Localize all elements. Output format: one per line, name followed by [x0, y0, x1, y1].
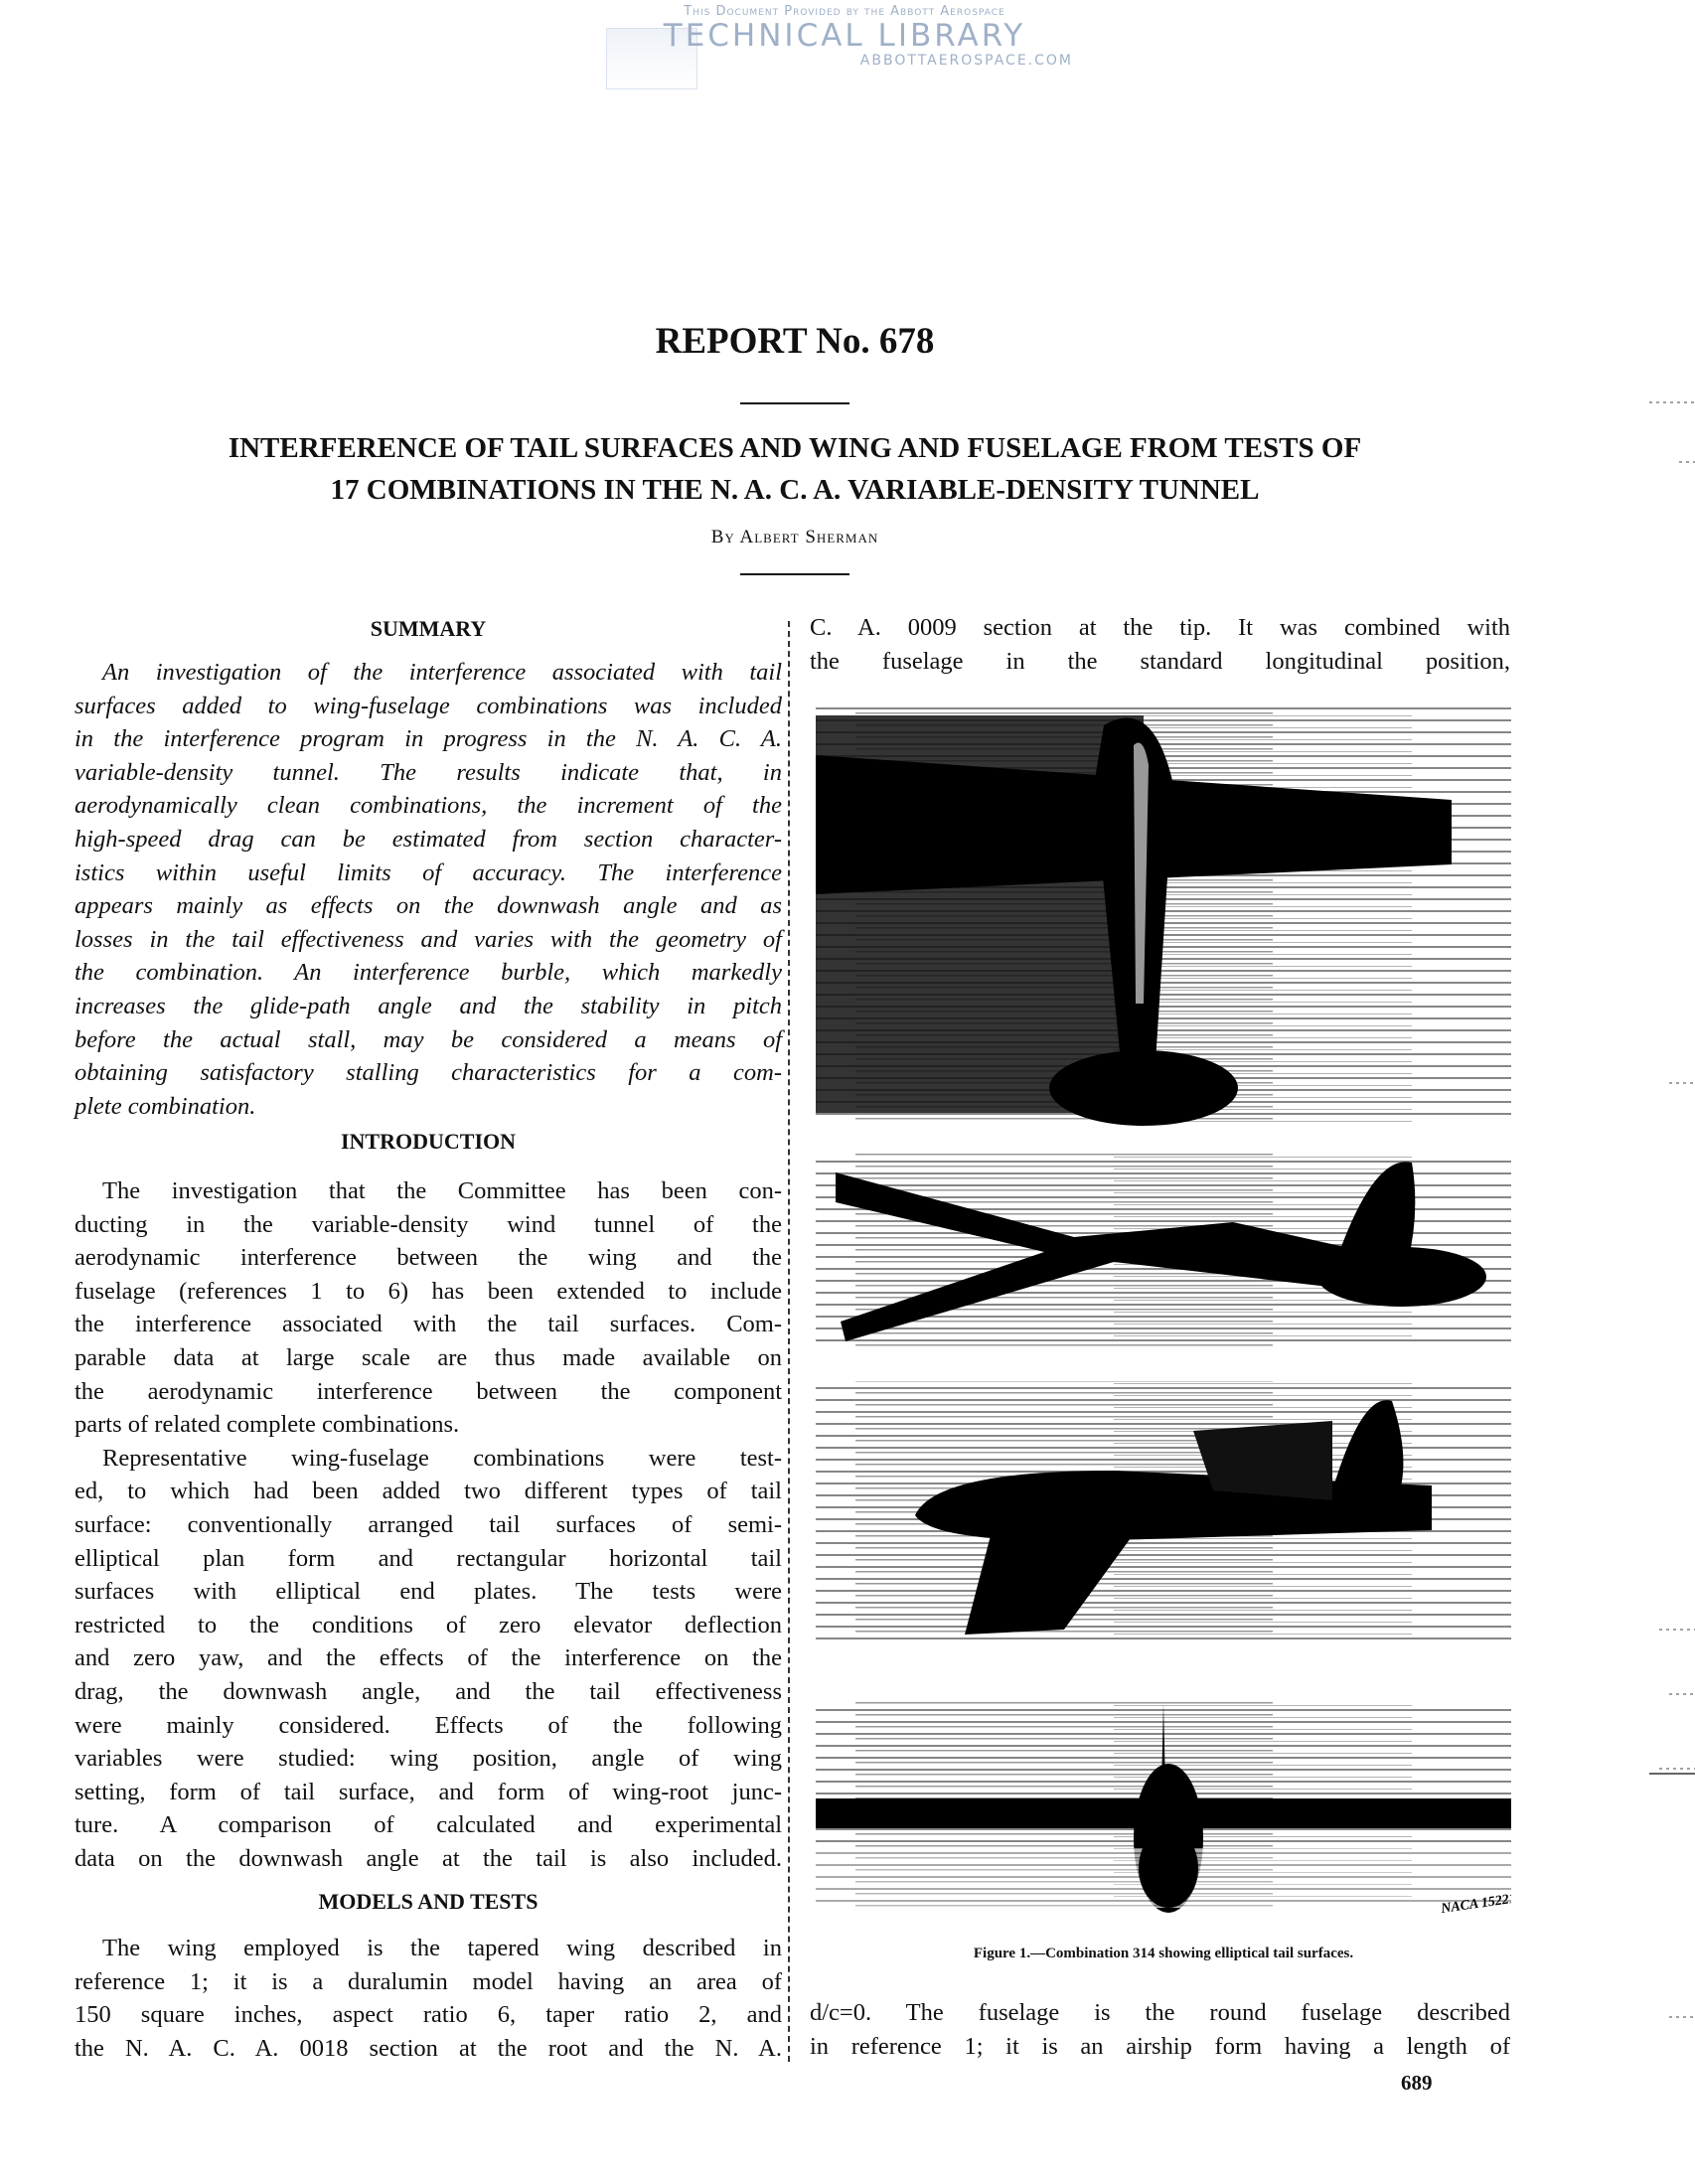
text-line: the interference associated with the tail surfaces. Com- — [75, 1311, 782, 1338]
text-line: variables were studied: wing position, angle of wing — [75, 1745, 782, 1773]
figure-1-photographs — [816, 705, 1511, 1943]
text-line: the fuselage in the standard longitudinal position, — [810, 647, 1510, 675]
text-line: setting, form of tail surface, and form of wing-root junc- — [75, 1778, 782, 1805]
introduction-heading: INTRODUCTION — [340, 1129, 517, 1154]
models-tests-heading: MODELS AND TESTS — [318, 1889, 539, 1914]
photo-oblique-view-1 — [816, 1153, 1511, 1346]
text-line: before the actual stall, may be considered a means of — [75, 1025, 782, 1053]
text-line: plete combination. — [75, 1092, 256, 1120]
text-line: surface: conventionally arranged tail surfaces of semi- — [75, 1510, 782, 1538]
models-tests-text — [75, 1932, 782, 2065]
byline: By Albert Sherman — [710, 527, 879, 547]
text-line: ture. A comparison of calculated and experimental — [75, 1811, 782, 1839]
text-line: The investigation that the Committee has been con- — [102, 1177, 782, 1204]
text-line: in reference 1; it is an airship form having a length of — [810, 2032, 1510, 2060]
text-line: aerodynamically clean combinations, the increment of the — [75, 792, 782, 820]
text-line: reference 1; it is a duralumin model having an area of — [75, 1967, 782, 1995]
text-line: drag, the downwash angle, and the tail effectiveness — [75, 1677, 782, 1705]
text-line: the combination. An interference burble, which markedly — [75, 959, 782, 987]
text-line: high-speed drag can be estimated from section character- — [75, 825, 782, 853]
text-line: were mainly considered. Effects of the following — [75, 1711, 782, 1739]
text-line: fuselage (references 1 to 6) has been extended to include — [75, 1277, 782, 1305]
text-line: and zero yaw, and the effects of the interference on the — [75, 1644, 782, 1672]
text-line: parts of related complete combinations. — [75, 1411, 460, 1439]
text-line: ed, to which had been added two different types of tail — [75, 1478, 782, 1505]
text-line: obtaining satisfactory stalling characteristics for a com- — [75, 1059, 782, 1087]
photo-oblique-view-2 — [816, 1381, 1511, 1639]
right-column-bottom-text — [810, 1996, 1510, 2063]
figure-stamp: NACA 15221 — [1440, 1891, 1511, 1917]
text-line: losses in the tail effectiveness and varies with the geometry of — [75, 925, 782, 953]
text-line: increases the glide-path angle and the stability in pitch — [75, 992, 782, 1019]
summary-heading: SUMMARY — [370, 616, 487, 641]
watermark-line: This Document Provided by the Abbott Aerospace — [684, 4, 1005, 19]
title-rule — [740, 402, 849, 404]
figure-caption: Figure 1.—Combination 314 showing elliptical tail surfaces. — [973, 1946, 1354, 1961]
heading-line-2: 17 COMBINATIONS IN THE N. A. C. A. VARIABLE-DENSITY TUNNEL — [330, 474, 1260, 506]
text-line: the aerodynamic interference between the component — [75, 1377, 782, 1405]
report-title: REPORT No. 678 — [655, 321, 935, 362]
text-line: variable-density tunnel. The results indicate that, in — [75, 758, 782, 786]
watermark-title: TECHNICAL LIBRARY — [663, 18, 1026, 54]
text-line: d/c=0. The fuselage is the round fuselage described — [810, 1999, 1510, 2026]
text-line: the N. A. C. A. 0018 section at the root and the N. A. — [75, 2034, 782, 2062]
margin-marks — [1649, 0, 1695, 2184]
text-line: C. A. 0009 section at the tip. It was combined with — [810, 614, 1510, 641]
text-line: elliptical plan form and rectangular horizontal tail — [75, 1544, 782, 1572]
introduction-text — [75, 1174, 782, 1875]
text-line: surfaces with elliptical end plates. The tests were — [75, 1578, 782, 1606]
text-line: in the interference program in progress in the N. A. C. A. — [75, 725, 782, 753]
text-line: aerodynamic interference between the wing and the — [75, 1244, 782, 1272]
text-line: 150 square inches, aspect ratio 6, taper ratio 2, and — [75, 2001, 782, 2029]
byline-rule — [740, 573, 849, 575]
text-line: restricted to the conditions of zero elevator deflection — [75, 1611, 782, 1638]
heading-line-1: INTERFERENCE OF TAIL SURFACES AND WING AND FUSELAGE FROM TESTS OF — [228, 432, 1362, 464]
text-line: istics within useful limits of accuracy. The interference — [75, 858, 782, 886]
text-line: ducting in the variable-density wind tunnel of the — [75, 1210, 782, 1238]
text-line: surfaces added to wing-fuselage combinations was included — [75, 692, 782, 719]
text-line: Representative wing-fuselage combinations were test- — [102, 1444, 782, 1472]
text-line: parable data at large scale are thus made available on — [75, 1343, 782, 1371]
photo-front-view — [816, 1699, 1511, 1913]
text-line: data on the downwash angle at the tail is also included. — [75, 1844, 782, 1872]
column-separator — [788, 621, 790, 2062]
watermark — [596, 4, 1093, 69]
text-line: The wing employed is the tapered wing described in — [102, 1935, 782, 1961]
text-line: An investigation of the interference associated with tail — [102, 659, 782, 686]
right-column-top-text — [810, 611, 1510, 678]
watermark-url: ABBOTTAEROSPACE.COM — [859, 53, 1073, 69]
text-line: appears mainly as effects on the downwash angle and as — [75, 892, 782, 920]
paper-heading — [60, 427, 1530, 511]
page-number: 689 — [1401, 2071, 1433, 2095]
photo-top-view — [816, 705, 1511, 1126]
summary-text — [75, 656, 782, 1123]
